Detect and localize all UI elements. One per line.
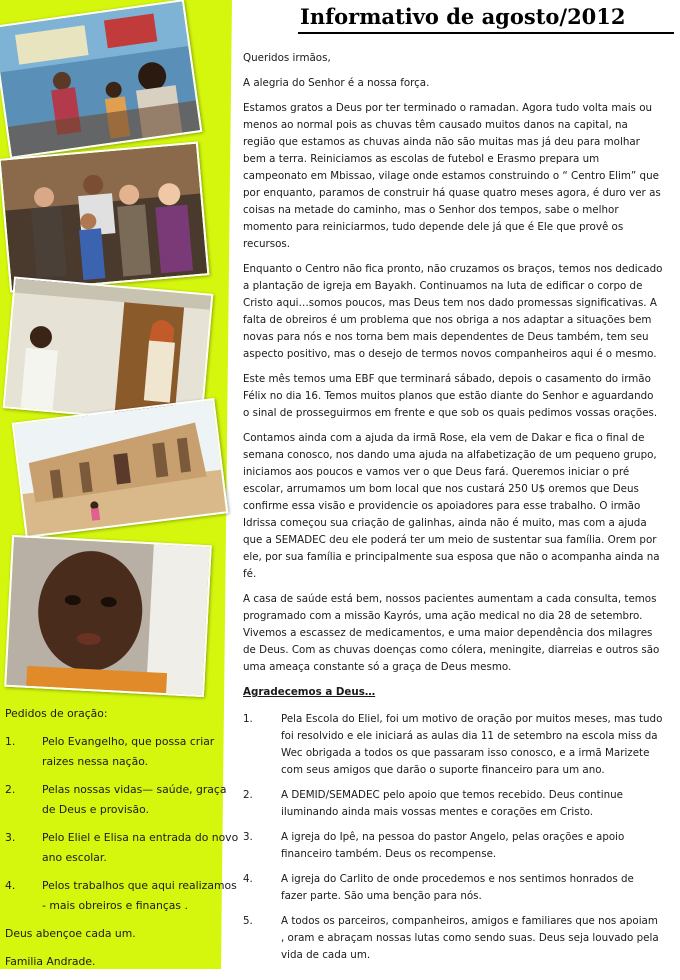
thanks-item-text: A DEMID/SEMADEC pelo apoio que temos recebido. Deus continue iluminando ainda mais vossas mentes e corações em Cristo. [281,789,623,818]
prayer-item-number: 3. [5,831,16,844]
thanks-heading: Agradecemos a Deus… [243,686,376,698]
thanks-item-text: A igreja do Carlito de onde procedemos e nos sentimos honrados de fazer parte. São uma benção para nós. [281,873,634,902]
paragraph-5: Contamos ainda com a ajuda da irmã Rose, ela vem de Dakar e fica o final de semana conosco, nos dando uma ajuda na alfabetização de um pequeno grupo, iniciamos aos poucos e vamos ver o que Deus fará. Queremos iniciar o pré escolar, arrumamos um bom local que nos custará 250 U$ oremos que Deus confirme essa visão e providencie os apoiadores para esse trabalho. O irmão Idrissa começou sua criação de galinhas, ainda não é muito, mas com a ajuda que a SEMADEC deu ele poderá ter um meio de sustentar sua família. Orem por ele, por sua família e principalmente sua esposa que não o acompanha ainda na fé. [243,432,660,580]
paragraph-1: A alegria do Senhor é a nossa força. [243,77,430,89]
thanks-item-number: 2. [243,789,253,801]
paragraph-4: Este mês temos uma EBF que terminará sábado, depois o casamento do irmão Félix no dia 16. Temos muitos planos que estão diante do Senhor e aguardando o sinal de prosseguirmos em frente e que sob os quais pedimos vossas orações. [243,373,658,419]
page-title: Informativo de agosto/2012 [300,4,626,29]
thanks-item-number: 1. [243,713,253,725]
signature: Familia Andrade. [5,955,96,968]
prayer-item [5,876,240,916]
prayer-heading: Pedidos de oração: [5,707,108,720]
title-underline [298,32,674,34]
prayer-item-text: Pelas nossas vidas— saúde, graça de Deus e provisão. [42,783,227,816]
photo-child-portrait [4,535,212,697]
thanks-item-text: A igreja do Ipê, na pessoa do pastor Angelo, pelas orações e apoio financeiro também. Deus os recompense. [281,831,625,860]
prayer-item-number: 1. [5,735,16,748]
prayer-item [5,780,240,820]
thanks-item-number: 4. [243,873,253,885]
prayer-item-text: Pelos trabalhos que aqui realizamos - mais obreiros e finanças . [42,879,237,912]
prayer-item [5,732,240,772]
thanks-item-text: Pela Escola do Eliel, foi um motivo de oração por muitos meses, mas tudo foi resolvido e ele iniciará as aulas dia 11 de setembro na escola miss da Wec obrigada a todos os que passaram isso conosco, e a irmã Marizete com seus amigos que darão o suporte financeiro para um ano. [281,713,663,776]
prayer-requests [5,704,240,980]
greeting: Queridos irmãos, [243,52,331,64]
prayer-item-text: Pelo Eliel e Elisa na entrada do novo ano escolar. [42,831,239,864]
photo-building-construction [12,398,229,538]
thanks-item-number: 3. [243,831,253,843]
blessing: Deus abençoe cada um. [5,927,136,940]
thanks-item [243,871,663,905]
thanks-item [243,829,663,863]
photo-children-classroom [0,0,202,159]
prayer-item-number: 2. [5,783,16,796]
letter-body [243,50,663,972]
thanks-item [243,787,663,821]
paragraph-6: A casa de saúde está bem, nossos pacientes aumentam a cada consulta, temos programado com a missão Kayrós, uma ação medical no dia 28 de setembro. Vivemos a escassez de medicamentos, e uma maior dependência dos milagres de Deus. Com as chuvas doenças como cólera, meningite, diarreias e outros são uma ameaça constante só a graça de Deus mesmo. [243,593,660,673]
photo-group-adults [0,142,209,293]
thanks-item [243,913,663,964]
thanks-item-text: A todos os parceiros, companheiros, amigos e familiares que nos apoiam , oram e abraçam nossas lutas como sendo suas. Deus seja louvado pela vida de cada um. [281,915,659,961]
paragraph-3: Enquanto o Centro não fica pronto, não cruzamos os braços, temos nos dedicado a plantação de igreja em Bayakh. Continuamos na luta de edificar o corpo de Cristo aqui…somos poucos, mas Deus tem nos dado promessas significativas. A falta de obreiros é um problema que nos obriga a nos adaptar a situações bem novas para nós e nos torna bem mais dependentes de Deus também, tem seu aspecto positivo, mas o desejo de termos novos companheiros aqui é o mesmo. [243,263,663,360]
thanks-item-number: 5. [243,915,253,927]
paragraph-2: Estamos gratos a Deus por ter terminado o ramadan. Agora tudo volta mais ou menos ao normal pois as chuvas têm causado muitos danos na capital, na região que estamos as chuvas ainda não são muitas mas já deu para molhar bem a terra. Reiniciamos as escolas de futebol e Erasmo prepara um campeonato em Mbissao, vilage onde estamos construindo o “ Centro Elim” que por enquanto, paramos de construir há quase quatro meses agora, é duro ver as coisas na metade do caminho, mas o Senhor dos tempos, sabe o melhor momento para reiniciarmos, tudo depende dele já que é Ele que provê os recursos. [243,102,661,250]
prayer-item-text: Pelo Evangelho, que possa criar raizes nessa nação. [42,735,215,768]
prayer-item [5,828,240,868]
thanks-item [243,711,663,779]
prayer-item-number: 4. [5,879,16,892]
